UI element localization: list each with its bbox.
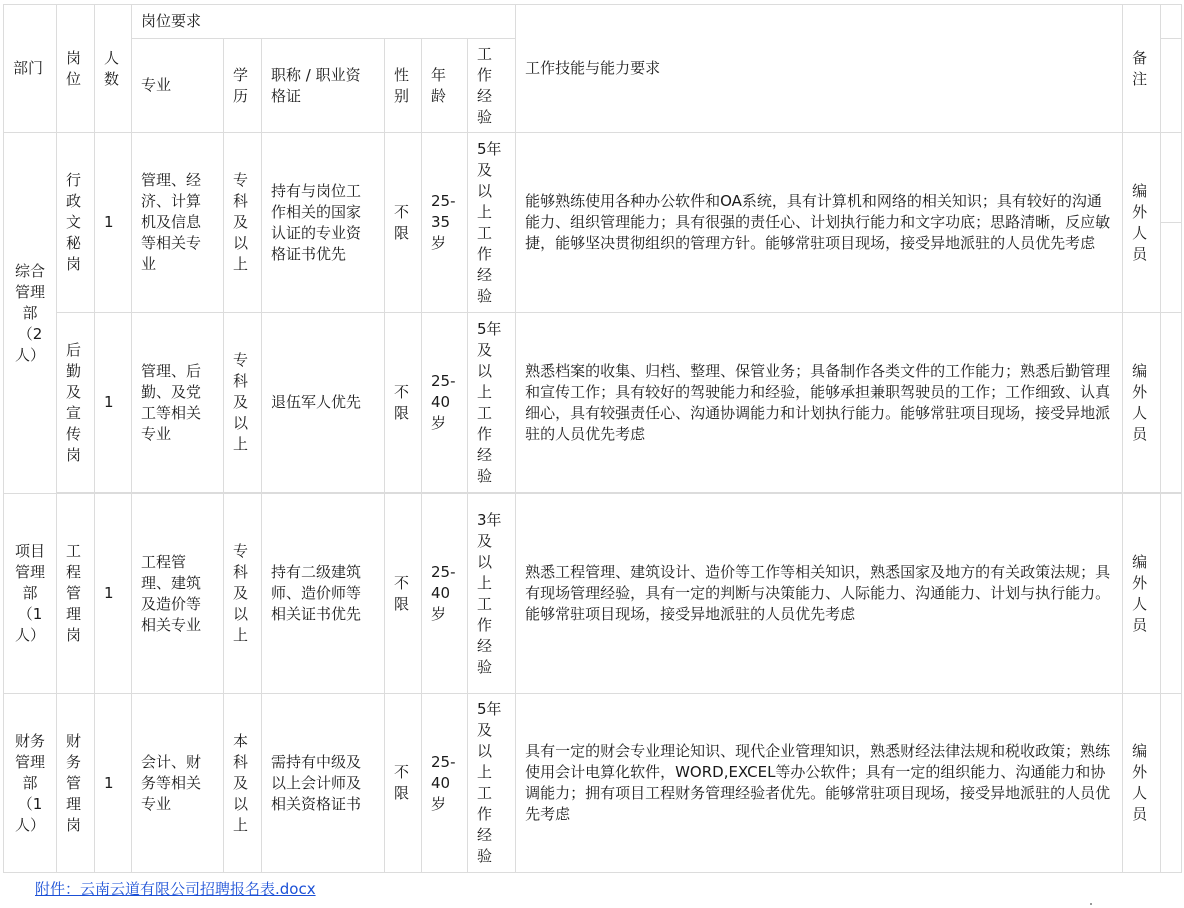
remark-cell: 编外人员 <box>1123 494 1161 694</box>
header-skills: 工作技能与能力要求 <box>516 5 1123 133</box>
header-gender: 性别 <box>385 39 422 133</box>
count-cell: 1 <box>95 494 132 694</box>
header-title-cert: 职称 / 职业资格证 <box>262 39 385 133</box>
remark-cell: 编外人员 <box>1123 133 1161 313</box>
education-cell: 专科及以上 <box>224 133 262 313</box>
header-dept: 部门 <box>4 5 57 133</box>
recruitment-table <box>3 4 1182 873</box>
post-cell: 行政文秘岗 <box>57 133 95 313</box>
header-remark: 备注 <box>1123 5 1161 133</box>
decorative-dot <box>1090 903 1092 905</box>
count-cell: 1 <box>95 133 132 313</box>
gender-cell: 不限 <box>385 494 422 694</box>
empty-cell <box>1161 39 1182 133</box>
major-cell: 管理、后勤、及党工等相关专业 <box>132 313 224 493</box>
empty-cell <box>1161 223 1182 313</box>
post-cell: 后勤及宣传岗 <box>57 313 95 493</box>
skills-cell: 具有一定的财会专业理论知识、现代企业管理知识，熟悉财经法律法规和税收政策；熟练使用会计电算化软件，WORD,EXCEL等办公软件；具有一定的组织能力、沟通能力和协调能力；拥有项目工程财务管理经验者优先。能够常驻项目现场，接受异地派驻的人员优先考虑 <box>516 694 1123 873</box>
gender-cell: 不限 <box>385 694 422 873</box>
header-count: 人数 <box>95 5 132 133</box>
empty-cell <box>1161 5 1182 39</box>
header-experience: 工作经验 <box>468 39 516 133</box>
age-cell: 25-40岁 <box>422 694 468 873</box>
count-cell: 1 <box>95 313 132 493</box>
remark-cell: 编外人员 <box>1123 694 1161 873</box>
age-cell: 25-40岁 <box>422 494 468 694</box>
empty-cell <box>1161 494 1182 694</box>
cert-cell: 退伍军人优先 <box>262 313 385 493</box>
experience-cell: 3年及以上工作经验 <box>468 494 516 694</box>
gender-cell: 不限 <box>385 133 422 313</box>
cert-cell: 持有与岗位工作相关的国家认证的专业资格证书优先 <box>262 133 385 313</box>
major-cell: 会计、财务等相关专业 <box>132 694 224 873</box>
header-requirements: 岗位要求 <box>132 5 516 39</box>
header-major: 专业 <box>132 39 224 133</box>
header-education: 学历 <box>224 39 262 133</box>
dept-cell: 项目管理部（1人） <box>4 494 57 694</box>
post-cell: 财务管理岗 <box>57 694 95 873</box>
empty-cell <box>1161 133 1182 223</box>
header-age: 年龄 <box>422 39 468 133</box>
education-cell: 专科及以上 <box>224 494 262 694</box>
cert-cell: 持有二级建筑师、造价师等相关证书优先 <box>262 494 385 694</box>
dept-cell: 财务管理部（1人） <box>4 694 57 873</box>
major-cell: 工程管理、建筑及造价等相关专业 <box>132 494 224 694</box>
empty-cell <box>1161 694 1182 873</box>
age-cell: 25-35岁 <box>422 133 468 313</box>
education-cell: 专科及以上 <box>224 313 262 493</box>
dept-cell: 综合管理部（2人） <box>4 133 57 494</box>
age-cell: 25-40岁 <box>422 313 468 493</box>
attachment-link[interactable]: 附件：云南云道有限公司招聘报名表.docx <box>35 880 316 898</box>
experience-cell: 5年及以上工作经验 <box>468 313 516 493</box>
skills-cell: 能够熟练使用各种办公软件和OA系统，具有计算机和网络的相关知识；具有较好的沟通能力、组织管理能力；具有很强的责任心、计划执行能力和文字功底；思路清晰，反应敏捷，能够坚决贯彻组织的管理方针。能够常驻项目现场，接受异地派驻的人员优先考虑 <box>516 133 1123 313</box>
header-post: 岗位 <box>57 5 95 133</box>
skills-cell: 熟悉工程管理、建筑设计、造价等工作等相关知识，熟悉国家及地方的有关政策法规；具有现场管理经验，具有一定的判断与决策能力、人际能力、沟通能力、计划与执行能力。能够常驻项目现场，接受异地派驻的人员优先考虑 <box>516 494 1123 694</box>
experience-cell: 5年及以上工作经验 <box>468 694 516 873</box>
count-cell: 1 <box>95 694 132 873</box>
experience-cell: 5年及以上工作经验 <box>468 133 516 313</box>
post-cell: 工程管理岗 <box>57 494 95 694</box>
remark-cell: 编外人员 <box>1123 313 1161 493</box>
cert-cell: 需持有中级及以上会计师及相关资格证书 <box>262 694 385 873</box>
skills-cell: 熟悉档案的收集、归档、整理、保管业务；具备制作各类文件的工作能力；熟悉后勤管理和宣传工作；具有较好的驾驶能力和经验，能够承担兼职驾驶员的工作；工作细致、认真细心，具有较强责任心、沟通协调能力和计划执行能力。能够常驻项目现场，接受异地派驻的人员优先考虑 <box>516 313 1123 493</box>
major-cell: 管理、经济、计算机及信息等相关专业 <box>132 133 224 313</box>
education-cell: 本科及以上 <box>224 694 262 873</box>
gender-cell: 不限 <box>385 313 422 493</box>
empty-cell <box>1161 313 1182 493</box>
